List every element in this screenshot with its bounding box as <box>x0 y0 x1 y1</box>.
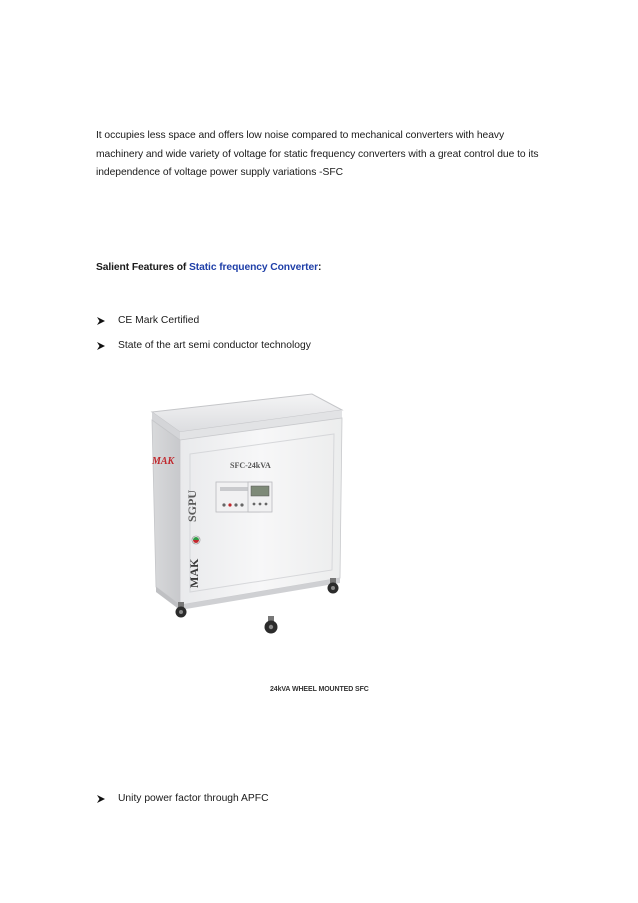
feature-item-apfc <box>96 793 269 804</box>
arrow-bullet-icon <box>96 316 118 326</box>
side-label-top: SGPU <box>185 489 199 522</box>
arrow-bullet-icon <box>96 794 118 804</box>
feature-item-semiconductor <box>96 340 311 351</box>
feature-item-ce-mark <box>96 315 199 326</box>
feature-label: Unity power factor through APFC <box>118 793 269 804</box>
intro-paragraph: It occupies less space and offers low noise compared to mechanical converters with heavy machinery and wide variety of voltage for static frequency converters with a great control due to its independence of voltage power supply variations -SFC <box>96 130 539 178</box>
brand-logo: MAK <box>152 456 175 467</box>
caster-wheel <box>265 616 278 634</box>
feature-label: CE Mark Certified <box>118 315 200 326</box>
sfc-unit-illustration <box>150 392 570 702</box>
model-label: SFC-24kVA <box>230 461 271 470</box>
side-label-bottom: MAK <box>187 558 201 588</box>
features-heading-prefix: Salient Features of <box>96 262 189 273</box>
features-heading-accent: Static frequency Converter <box>189 262 319 273</box>
features-heading <box>96 262 321 273</box>
image-caption: 24kVA WHEEL MOUNTED SFC <box>270 686 369 693</box>
features-heading-suffix: : <box>318 262 322 273</box>
arrow-bullet-icon <box>96 341 118 351</box>
product-image <box>150 392 570 702</box>
feature-label: State of the art semi conductor technology <box>118 340 311 351</box>
